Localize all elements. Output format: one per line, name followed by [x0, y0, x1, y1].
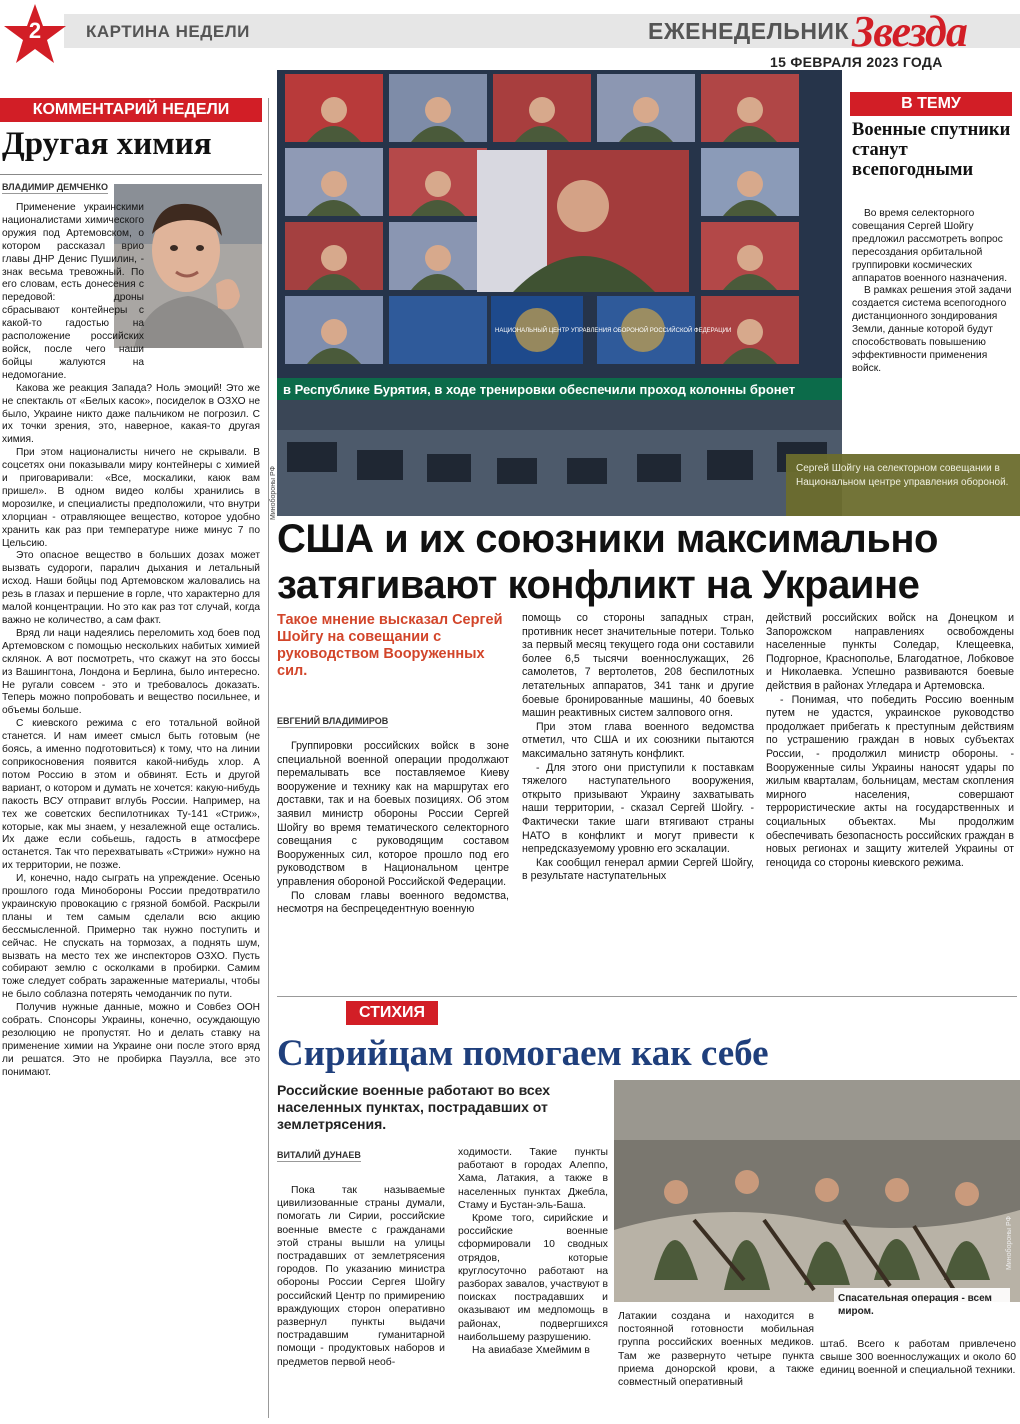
section-name: КАРТИНА НЕДЕЛИ [86, 22, 250, 41]
paragraph: И, конечно, надо сыграть на упреждение. Осенью прошлого года Минобороны России предотвратило украинскую провокацию с грязной бомбой. Раскрыли планы и тем самым сделали всю акцию бессмысленной. Примерно так нужно поступить и сейчас. Не спускать на тормозах, а поднять шум, вызвать на место тех же инспекторов ОЗХО. Пусть собирают землю с осколками в пробирки. Самим тоже следует собрать зараженные материалы, чтобы не было соблазна потерять чемоданчик по пути. [2, 873, 260, 1001]
article-author: ЕВГЕНИЙ ВЛАДИМИРОВ [277, 716, 389, 726]
paragraph: Вряд ли наци надеялись переломить ход боев под Артемовском с помощью нескольких набитых химией склянок. А вот посмотреть, что скажут на это боссы из Вашингтона, Лондона и Берлина, было интересно. Не ругали совсем - это и требовалось доказать. Теперь можно попробовать и вещество посильнее, и объемы больше. [2, 627, 260, 717]
paragraph: При этом глава военного ведомства отметил, что США и их союзники пытаются максимально затянуть конфликт. [522, 720, 754, 760]
second-article-label: СТИХИЯ [346, 1001, 438, 1025]
divider [0, 174, 262, 175]
paragraph: ходимости. Такие пункты работают в городах Алеппо, Хама, Латакия, а также в населенных пунктах Джебла, Стаму и Бустан-эль-Баша. [458, 1147, 608, 1211]
publication-prefix: ЕЖЕНЕДЕЛЬНИК [648, 18, 849, 44]
article-column-2 [522, 612, 754, 884]
column-divider [268, 98, 269, 1418]
second-column-3 [618, 1310, 814, 1389]
paragraph: Как сообщил генерал армии Сергей Шойгу, в результате наступательных [522, 856, 754, 883]
article-headline: США и их союзники максимально затягивают конфликт на Украине [277, 517, 938, 607]
sidebar-title: Военные спутники станут всепогодными [852, 120, 1011, 180]
paragraph: Группировки российских войск в зоне специальной военной операции продолжают перемалывать все поставляемое Киеву вооружение и технику как на маршрутах его доставки, так и на боевых позициях. Об этом заявил министр обороны России Сергей Шойгу во время тематического селекторного совещания с руководящим составом Вооруженных сил, которое прошло под его руководством в Национальном центре управления обороной Российской Федерации. [277, 740, 509, 888]
second-column-1 [277, 1184, 445, 1369]
rescue-photo [614, 1080, 1020, 1302]
article-column-1 [277, 740, 509, 917]
paragraph: С киевского режима с его тотальной войной станется. И нам имеет смысл быть готовым (не боясь, а именно подготовиться) к тому, что на линии соприкосновения появится какой-нибудь хлор. А потом Россию в этом и обвинят. Есть и другой вариант, о котором и думать не хочется: какую-нибудь пакость ВСУ отправит вглубь России. Например, на тех же советских беспилотниках Ту-141 «Стриж», которые, как мы знаем, у незалежной еще остались. Их даже если собьешь, гадость в атмосфере останется. Так что перехватывать «Стрижи» нужно на их территории, не позже. [2, 718, 260, 872]
paragraph: Пока так называемые цивилизованные страны думали, помогать ли Сирии, российские военные вместе с гражданами этой страны вышли на улицы пострадавших от землетрясения городов. По указанию министра обороны России Сергея Шойгу российский Центр по примирению враждующих сторон оперативно развернул пункты выдачи пострадавшим гуманитарной помощи - продуктовых наборов и предметов первой необ- [277, 1185, 445, 1368]
paragraph: Получив нужные данные, можно и Совбез ООН собрать. Спонсоры Украины, конечно, осуждающую резолюцию не пропустят. Но и делать ставку на применение химии на Украине они после этого вряд ли решатся. Это не пробирка Пауэлла, все это понимают. [2, 1002, 260, 1078]
section-divider [277, 996, 1017, 997]
rescue-illustration [614, 1080, 1020, 1302]
paragraph: В рамках решения этой задачи создается система всепогодного дистанционного зондирования Земли, данные которой будут способствовать повышению эффективности применения войск. [852, 285, 1012, 374]
paragraph: - Для этого они приступили к поставкам тяжелого наступательного вооружения, открыто призывают Украину захватывать наши территории, - сказал Сергей Шойгу. - Фактически такие шаги втягивают страны НАТО в конфликт и могут привести к непредсказуемому уровню его эскалации. [522, 761, 754, 856]
sidebar-body [852, 208, 1016, 376]
paragraph: По словам главы военного ведомства, несмотря на беспрецедентную военную [277, 889, 509, 916]
article-column-3 [766, 612, 1014, 870]
sidebar-box [842, 92, 1020, 516]
paragraph: Во время селекторного совещания Сергей Шойгу предложил рассмотреть вопрос пересоздания орбитальной группировки космических аппаратов военного назначения. [852, 208, 1008, 284]
ticker-text: в Республике Бурятия, в ходе тренировки обеспечили проход колонны бронет [283, 382, 796, 397]
paragraph: Какова же реакция Запада? Ноль эмоций! Это же не спектакль от «Белых касок», посиделок в ОЗХО не было, Украине никто даже пальчиком не погрозил. С их точки зрения, это, наверное, какая-то другая химия. [2, 382, 260, 446]
tile-label: НАЦИОНАЛЬНЫЙ ЦЕНТР УПРАВЛЕНИЯ ОБОРОНОЙ РОССИЙСКОЙ ФЕДЕРАЦИИ [495, 328, 732, 334]
commentary-body [2, 202, 260, 1080]
second-article-author: ВИТАЛИЙ ДУНАЕВ [277, 1150, 361, 1160]
main-photo [277, 70, 842, 516]
paragraph: На авиабазе Хмеймим в [472, 1345, 590, 1357]
second-article-lead: Российские военные работают во всех населенных пунктах, пострадавших от землетрясения. [277, 1082, 550, 1132]
photo-caption: Сергей Шойгу на селекторном совещании в Национальном центре управления обороной. [796, 463, 1009, 488]
commentary-column [0, 98, 262, 1424]
second-article-title: Сирийцам помогаем как себе [277, 1033, 769, 1074]
paragraph: помощь со стороны западных стран, противник несет значительные потери. Только за первый месяц текущего года они составили более 6,5 тысячи военнослужащих, 26 самолетов, 7 вертолетов, 208 беспилотных летательных аппаратов, 341 танк и другие боевые бронированные машины, 40 боевых машин реактивных систем залпового огня. [522, 612, 754, 720]
commentary-title: Другая химия [2, 126, 212, 162]
issue-date: 15 ФЕВРАЛЯ 2023 ГОДА [770, 54, 943, 70]
paragraph: Применение украинскими националистами химического оружия под Артемовском, о котором рассказал врио главы ДНР Денис Пушилин, - знак весьма тревожный. По его словам, есть донесения с передовой: дроны сбрасывают контейнеры с какой-то гадостью на расположение российских войск, после чего наши бойцы жалуются на недомогание. [2, 202, 144, 381]
page-number: 2 [28, 18, 42, 43]
publication-logo: Звезда [852, 7, 967, 56]
page-header [0, 0, 1020, 78]
paragraph: Кроме того, сирийские и российские военные сформировали 10 сводных отрядов, которые круглосуточно работают на разборах завалов, участвуют в поисках пострадавших и оказывают им медпомощь в районах, подвергшихся наибольшему разрушению. [458, 1213, 608, 1343]
second-column-2 [458, 1146, 608, 1357]
photo-caption: Спасательная операция - всем миром. [834, 1288, 1010, 1328]
paragraph: Это опасное вещество в больших дозах может вызвать судороги, паралич дыхания и летальный исход. Наши бойцы под Артемовском жаловались на резь в глазах и першение в горле, что характерно для малой концентрации. Но это как раз тот случай, когда важно не количество, а сам факт. [2, 550, 260, 626]
commentary-author: ВЛАДИМИР ДЕМЧЕНКО [2, 182, 109, 192]
portrait-spacer [144, 202, 260, 358]
paragraph: При этом националисты ничего не скрывали. В соцсетях они показывали миру контейнеры с химией и приговаривали: «Все, москалики, каюк вам пришел». В одном видео колбы хранились в морозилке, и специалисты предположили, что внутри хлорциан - отравляющее вещество, которое удобно хранить как раз при температуре ниже минус 7 по Цельсию. [2, 447, 260, 549]
commentary-label: КОММЕНТАРИЙ НЕДЕЛИ [0, 98, 262, 122]
paragraph: Латакии создана и находится в постоянной готовности мобильная группа российских военных медиков. Там же развернуто четыре пункта приема донорской крови, а также совместный оперативный [618, 1311, 814, 1389]
sidebar-label: В ТЕМУ [850, 92, 1012, 116]
second-column-4 [820, 1338, 1016, 1378]
photo-credit: Минобороны РФ [270, 466, 277, 520]
paragraph: - Понимая, что победить Россию военным путем не удастся, украинское руководство продолжает прибегать к преступным действиям по устрашению граждан в новых субъектах России, - продолжил министр обороны. - Вооруженные силы Украины наносят удары по жилым кварталам, больницам, местам скопления мирного населения, совершают террористические акты на государственных и социальных объектах. Мы продолжим обеспечивать безопасность российских граждан в новых регионах и защиту жителей Украины от геноцида со стороны киевского режима. [766, 693, 1014, 869]
paragraph: штаб. Всего к работам привлечено свыше 300 военнослужащих и около 60 единиц военной и специальной техники. [820, 1339, 1016, 1377]
photo-credit: Минобороны РФ [1006, 1216, 1013, 1270]
videoconference-illustration [277, 70, 842, 516]
article-lead: Такое мнение высказал Сергей Шойгу на совещании с руководством Вооруженных сил. [277, 612, 503, 679]
paragraph: действий российских войск на Донецком и Запорожском направлениях освобождены населенные пункты Соледар, Клещеевка, Подгорное, Краснополье, Благодатное, Лобковое и Николаевка. Успешно развиваются боевые действия в районах Угледара и Артемовска. [766, 612, 1014, 692]
